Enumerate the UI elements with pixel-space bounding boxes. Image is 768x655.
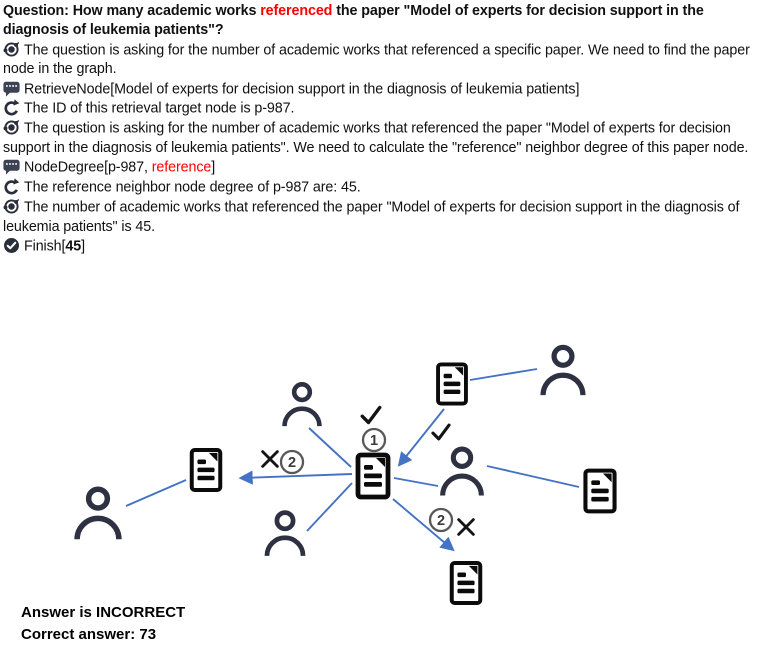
text-segment: 45 xyxy=(65,238,82,255)
trace-step xyxy=(3,41,766,80)
paper-node-icon-paper-right xyxy=(585,471,614,512)
text-segment: the paper "Model of experts for decision support in the diagnosis of leukemia patients"? xyxy=(3,3,704,39)
chat-icon xyxy=(3,80,20,97)
thought-icon xyxy=(3,198,20,215)
trace-step xyxy=(3,178,766,198)
trace-steps xyxy=(3,41,766,257)
step-badge-1 xyxy=(363,429,385,451)
check-mark-icon xyxy=(433,425,449,439)
refresh-icon xyxy=(3,99,20,116)
step-badge-2 xyxy=(281,451,303,473)
text-segment: The question is asking for the number of academic works that referenced the paper "Model of experts for decision support in the diagnosis of leukemia patients". We need to calculate the "reference" neighbor degree of this paper node. xyxy=(3,120,749,157)
paper-node-icon-paper-top xyxy=(438,364,466,403)
trace-step xyxy=(3,158,766,178)
finish-icon xyxy=(3,237,20,254)
paper-node-icon-paper-bottom xyxy=(452,563,481,603)
text-segment: reference xyxy=(151,159,212,176)
check-mark-icon xyxy=(362,408,380,423)
step-badge-2 xyxy=(430,509,452,531)
edge-line xyxy=(307,483,352,531)
chat-icon xyxy=(3,158,20,175)
text-segment: RetrieveNode[Model of experts for decision support in the diagnosis of leukemia patients] xyxy=(24,81,580,98)
svg-text:2: 2 xyxy=(436,513,446,529)
edge-arrow xyxy=(242,474,352,478)
author-node-icon-author-lower-middle xyxy=(267,513,303,556)
result-block xyxy=(21,602,185,645)
trace-step xyxy=(3,119,766,158)
edge-line xyxy=(309,428,351,467)
text-segment: ] xyxy=(81,238,85,255)
svg-text:2: 2 xyxy=(287,455,297,471)
trace-step xyxy=(3,80,766,100)
thought-icon xyxy=(3,119,20,136)
thought-icon xyxy=(3,41,20,58)
text-segment: NodeDegree[p-987, xyxy=(24,159,152,176)
text-segment: The number of academic works that referenced the paper "Model of experts for decision support in the diagnosis of leukemia patients" is 45. xyxy=(3,199,740,235)
answer-status: Answer is INCORRECT xyxy=(21,604,186,621)
text-segment: Question: How many academic works xyxy=(3,3,261,19)
reasoning-trace xyxy=(3,2,766,257)
paper-node-icon-paper-left xyxy=(192,450,221,490)
cross-mark-icon xyxy=(263,452,278,467)
trace-step xyxy=(3,99,766,119)
trace-step xyxy=(3,198,766,237)
text-segment: ] xyxy=(211,159,216,176)
edge-line xyxy=(470,369,537,380)
svg-text:1: 1 xyxy=(369,433,379,449)
edge-line xyxy=(394,478,438,486)
author-node-icon-author-bottom-left xyxy=(77,489,119,539)
text-segment: Finish[ xyxy=(24,238,66,255)
text-segment: The ID of this retrieval target node is p-987. xyxy=(24,100,295,117)
edge-line xyxy=(487,466,579,487)
question-text xyxy=(3,2,766,41)
text-segment: referenced xyxy=(260,3,333,19)
refresh-icon xyxy=(3,178,20,195)
cross-mark-icon xyxy=(459,520,474,535)
author-node-icon-author-upper-middle xyxy=(285,384,320,426)
author-node-icon-author-top-right xyxy=(543,347,583,395)
text-segment: The reference neighbor node degree of p-987 are: 45. xyxy=(24,179,361,196)
author-node-icon-author-middle-right xyxy=(443,449,482,495)
correct-answer: Correct answer: 73 xyxy=(21,625,157,643)
trace-step xyxy=(3,237,766,257)
edge-line xyxy=(126,480,186,506)
text-segment: The question is asking for the number of academic works that referenced a specific paper. We need to find the paper node in the graph. xyxy=(3,42,750,78)
paper-node-icon-paper-central xyxy=(358,455,388,497)
